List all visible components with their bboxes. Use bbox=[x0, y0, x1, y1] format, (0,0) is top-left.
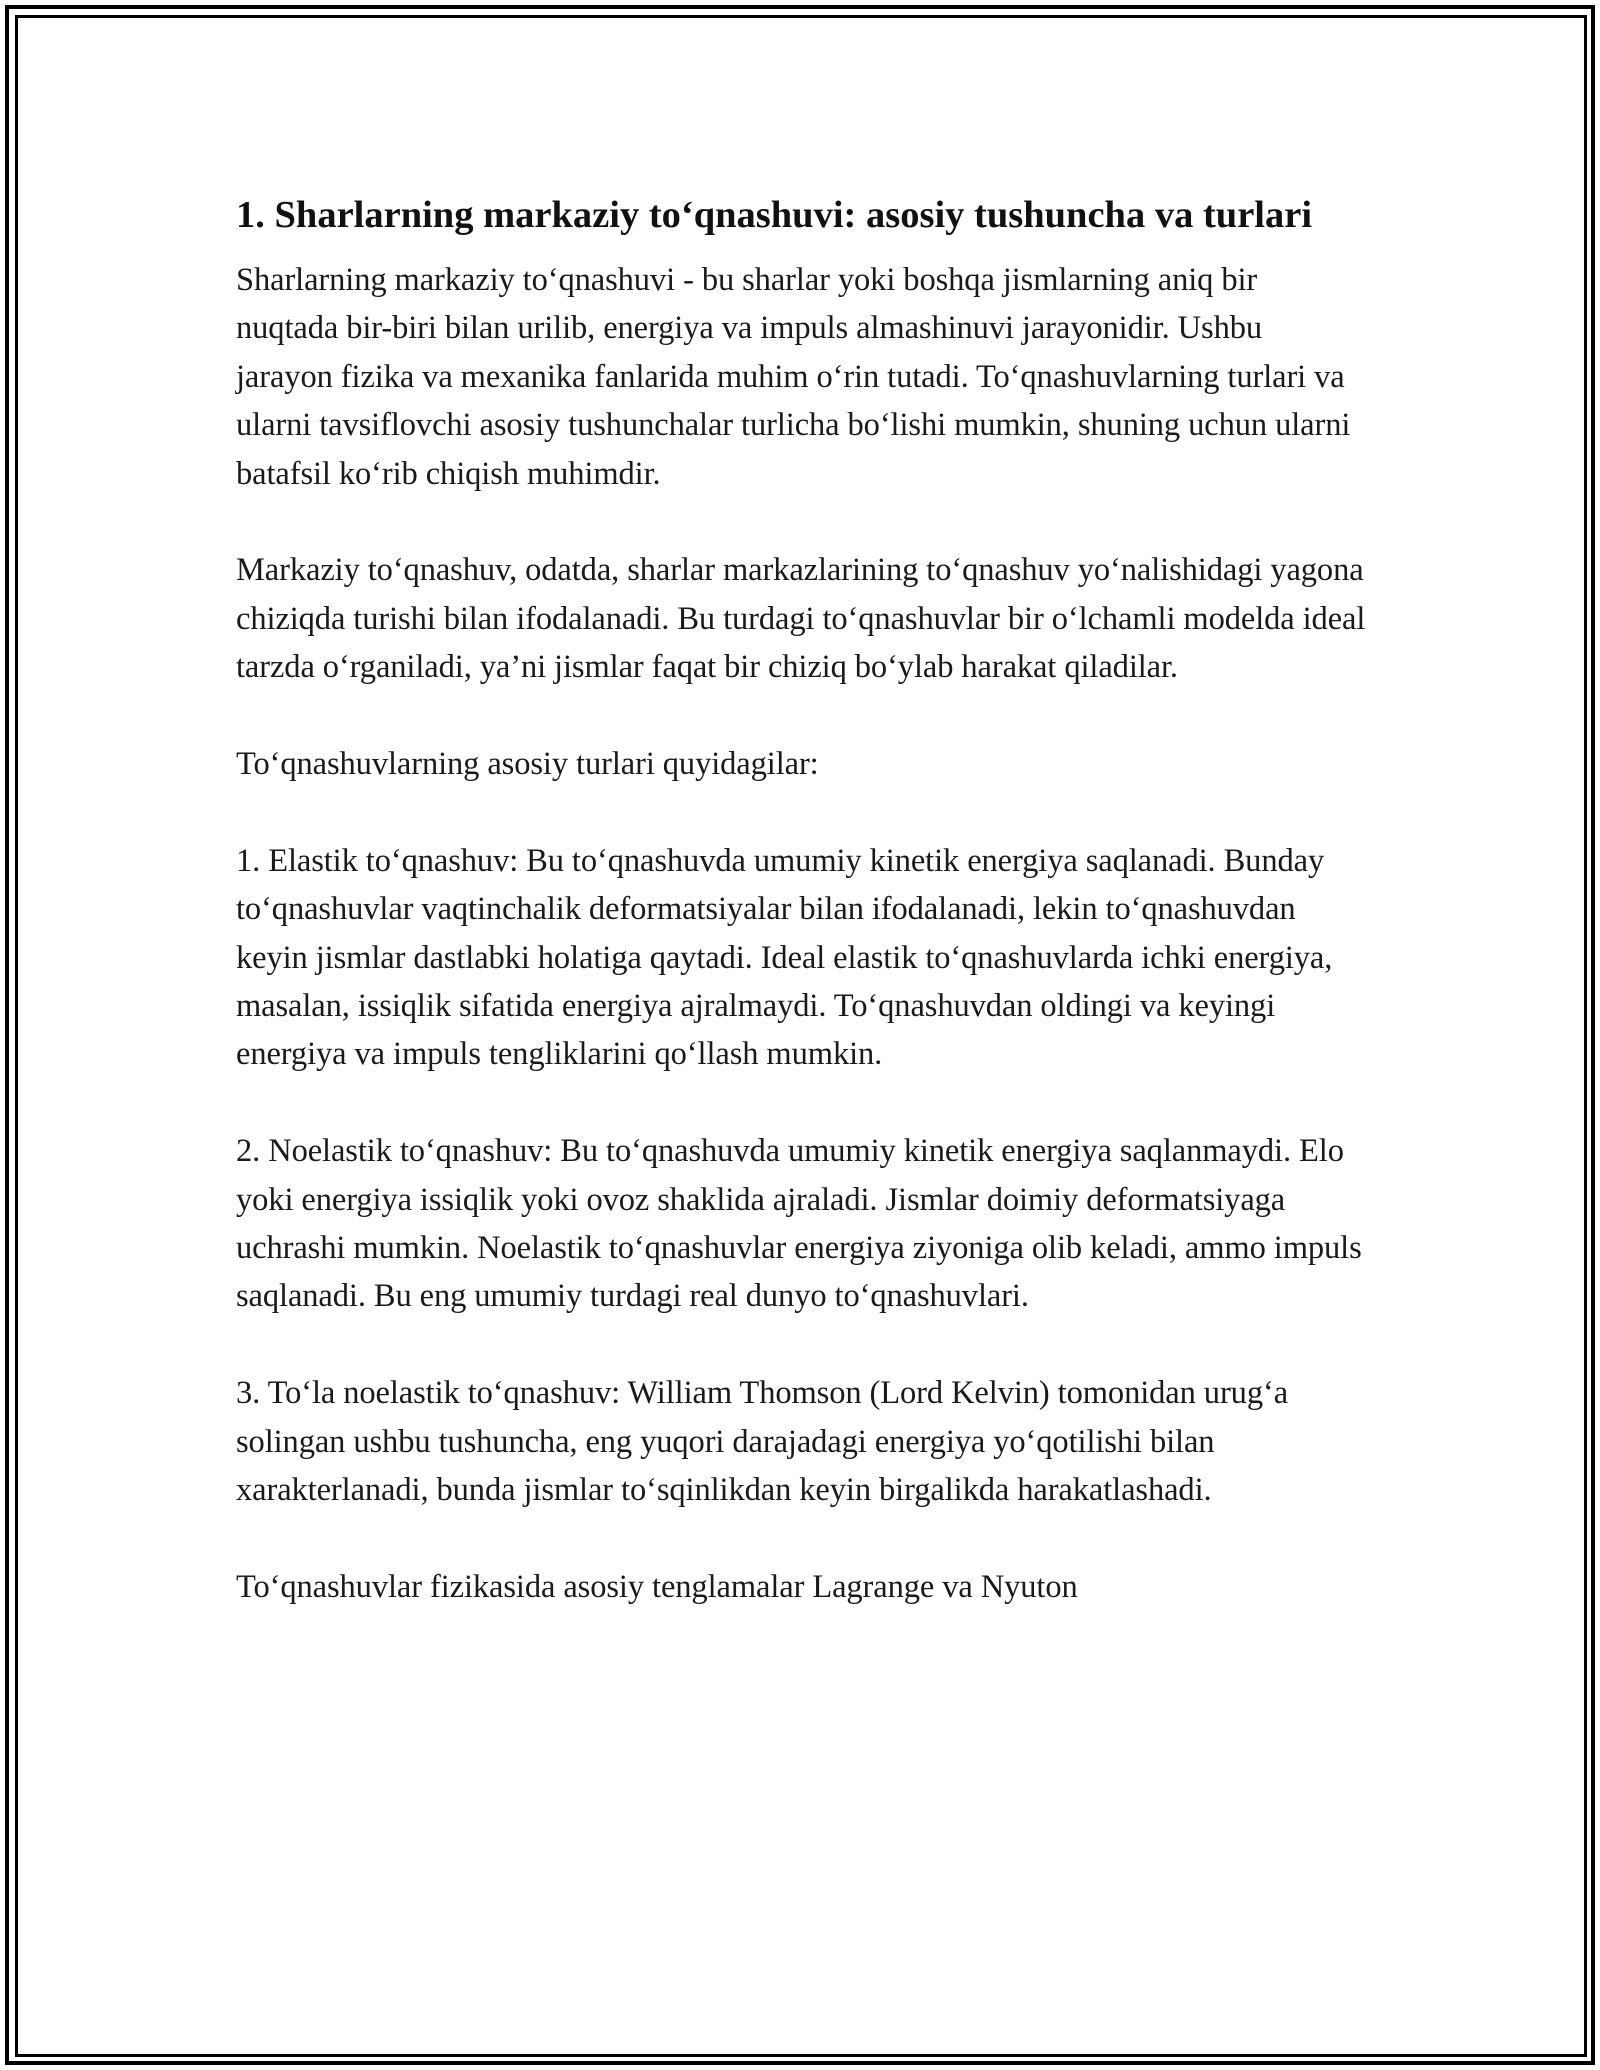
section-heading: 1. Sharlarning markaziy to‘qnashuvi: asosiy tushuncha va turlari bbox=[236, 194, 1313, 236]
paragraph-intro: Sharlarning markaziy to‘qnashuvi - bu sharlar yoki boshqa jismlarning aniq bir nuqtada bir-biri bilan urilib, energiya va impuls almashinuvi jarayonidir. Ushbu jarayon fizika va mexanika fanlarida muhim o‘rin tutadi. To‘qnashuvlarning turlari va ularni tavsiflovchi asosiy tushunchalar turlicha bo‘lishi mumkin, shuning uchun ularni batafsil ko‘rib chiqish muhimdir. bbox=[236, 262, 1351, 492]
list-item-perfectly-inelastic: 3. To‘la noelastik to‘qnashuv: William Thomson (Lord Kelvin) tomonidan urug‘a solingan ushbu tushuncha, eng yuqori darajadagi energiya yo‘qotilishi bilan xarakterlanadi, bunda jismlar to‘sqinlikdan keyin birgalikda harakatlashadi. bbox=[236, 1375, 1289, 1509]
paragraph-types-intro: To‘qnashuvlarning asosiy turlari quyidagilar: bbox=[236, 746, 819, 783]
document-body bbox=[236, 180, 1366, 1611]
list-item-inelastic: 2. Noelastik to‘qnashuv: Bu to‘qnashuvda umumiy kinetik energiya saqlanmaydi. Elo yoki energiya issiqlik yoki ovoz shaklida ajraladi. Jismlar doimiy deformatsiyaga uchrashi mumkin. Noelastik to‘qnashuvlar energiya ziyoniga olib keladi, ammo impuls saqlanadi. Bu eng umumiy turdagi real dunyo to‘qnashuvlari. bbox=[236, 1133, 1362, 1315]
list-item-elastic: 1. Elastik to‘qnashuv: Bu to‘qnashuvda umumiy kinetik energiya saqlanadi. Bunday to‘qnashuvlar vaqtinchalik deformatsiyalar bilan ifodalanadi, lekin to‘qnashuvdan keyin jismlar dastlabki holatiga qaytadi. Ideal elastik to‘qnashuvlarda ichki energiya, masalan, issiqlik sifatida energiya ajralmaydi. To‘qnashuvdan oldingi va keyingi energiya va impuls tengliklarini qo‘llash mumkin. bbox=[236, 842, 1333, 1073]
paragraph-central-collision: Markaziy to‘qnashuv, odatda, sharlar markazlarining to‘qnashuv yo‘nalishidagi yagona chiziqda turishi bilan ifodalanadi. Bu turdagi to‘qnashuvlar bir o‘lchamli modelda ideal tarzda o‘rganiladi, ya’ni jismlar faqat bir chiziq bo‘ylab harakat qiladilar. bbox=[236, 552, 1366, 686]
paragraph-equations: To‘qnashuvlar fizikasida asosiy tenglamalar Lagrange va Nyuton bbox=[236, 1568, 1078, 1605]
